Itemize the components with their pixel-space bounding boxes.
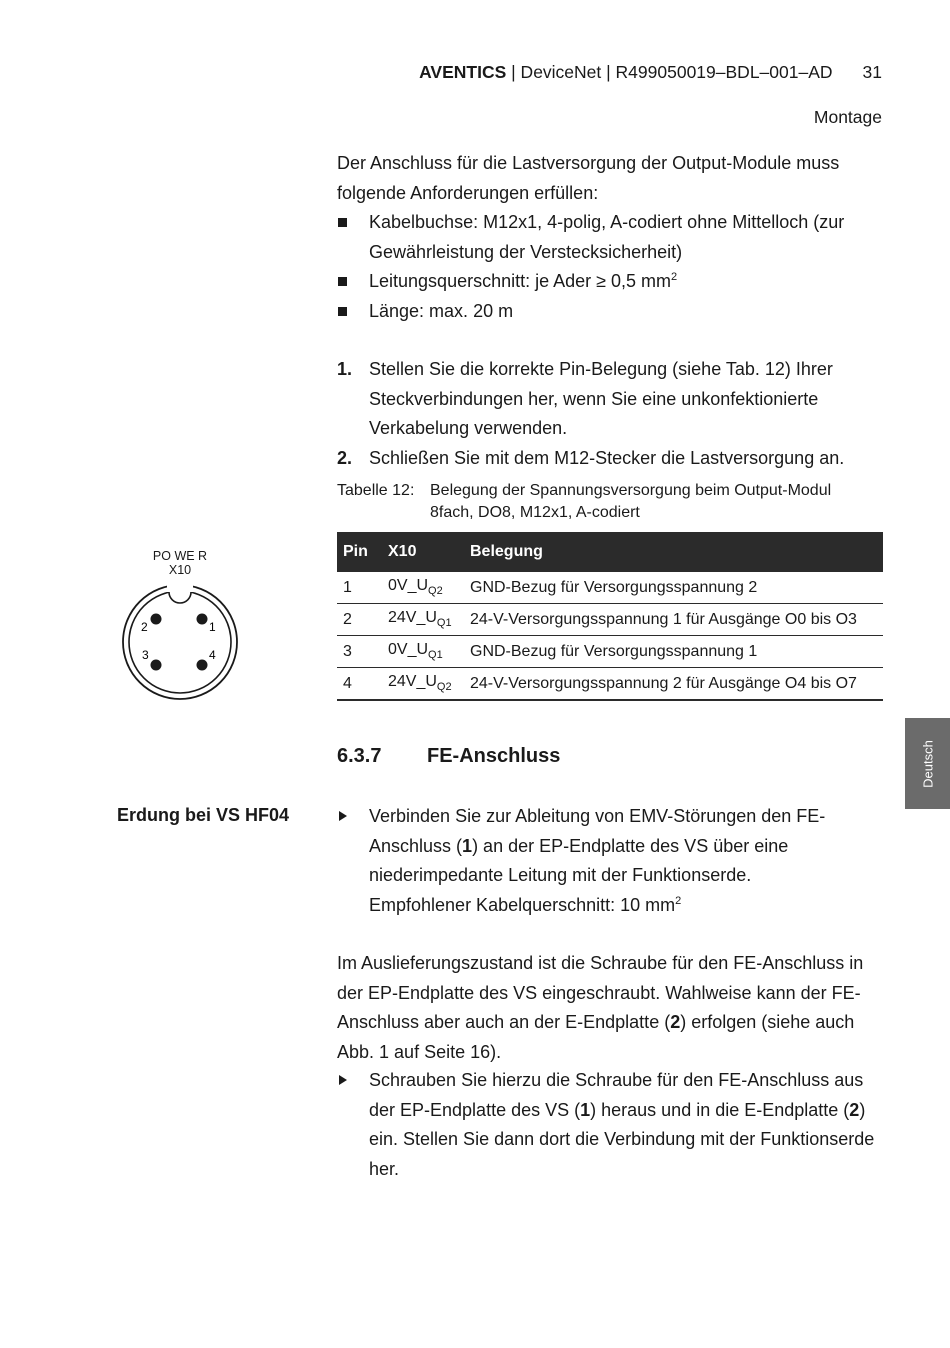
page-number: 31 (862, 62, 882, 82)
table-caption: Tabelle 12: Belegung der Spannungsversorgung beim Output-Modul 8fach, DO8, M12x1, A-codiert (337, 482, 832, 521)
list-item: 2. Schließen Sie mit dem M12-Stecker die Lastversorgung an. (337, 447, 845, 468)
header-brand: AVENTICS (419, 62, 507, 82)
fe-instruction-2 (337, 1066, 885, 1184)
table-row: 3 $0V\_U_{Q1}$ GND-Bezug für Versorgungsspannung 1 (337, 636, 883, 668)
list-item: Länge: max. 20 m (337, 297, 885, 327)
section-name: Montage (813, 107, 882, 127)
list-item: Schrauben Sie hierzu die Schraube für den FE-Anschluss aus der EP-Endplatte des VS (1) heraus und in die E-Endplatte (2) ein. Stellen Sie dann dort die Verbindung mit der Funktionserde her. (337, 1066, 885, 1184)
fe-paragraph: Im Auslieferungszustand ist die Schraube für den FE-Anschluss in der EP-Endplatte des VS eingeschraubt. Wahlweise kann der FE-Anschluss aber auch an der E-Endplatte (2) erfolgen (siehe auch Abb. 1 auf Seite 16). (337, 953, 864, 1062)
pin-dot (197, 660, 208, 671)
running-header (419, 62, 882, 83)
language-tab (905, 718, 950, 809)
pin-label: 4 (209, 648, 216, 662)
pin-dot (151, 614, 162, 625)
section-number: 6.3.7 (337, 745, 382, 767)
pin-label: 3 (142, 648, 149, 662)
section-heading (337, 745, 560, 768)
table-row: 1 $0V\_U_{Q2}$ GND-Bezug für Versorgungsspannung 2 (337, 572, 883, 604)
list-item: Verbinden Sie zur Ableitung von EMV-Störungen den FE-Anschluss (1) an der EP-Endplatte des VS über eine niederimpedante Leitung mit der Funktionserde. Empfohlener Kabelquerschnitt: 10 $mm^2$ (337, 802, 885, 920)
steps-list (337, 355, 885, 473)
fe-instruction-1 (337, 802, 885, 920)
language-tab-label: Deutsch (920, 739, 935, 788)
caption-label: Tabelle 12: (337, 482, 415, 499)
pin-dot (151, 660, 162, 671)
list-item: Kabelbuchse: M12x1, 4-polig, A-codiert ohne Mittelloch (zur Gewährleistung der Verstecksicherheit) (337, 208, 885, 267)
table-row: 2 $24V\_U_{Q1}$ 24-V-Versorgungsspannung 1 für Ausgänge O0 bis O3 (337, 604, 883, 636)
pin-assignment-table (337, 532, 883, 701)
requirements-list (337, 208, 885, 326)
column-header: Belegung (464, 532, 883, 572)
column-header: X10 (382, 532, 464, 572)
pin-dot (197, 614, 208, 625)
column-header: Pin (337, 532, 382, 572)
intro-text: Der Anschluss für die Lastversorgung der Output-Module muss folgende Anforderungen erfüllen: (337, 153, 840, 203)
arrow-bullet-icon (339, 811, 347, 821)
margin-label: Erdung bei VS HF04 (117, 805, 290, 825)
pin-label: 1 (209, 620, 216, 634)
m12-connector-diagram (118, 580, 242, 704)
arrow-bullet-icon (339, 1075, 347, 1085)
square-bullet-icon (338, 307, 347, 316)
table-row: 4 $24V\_U_{Q2}$ 24-V-Versorgungsspannung 2 für Ausgänge O4 bis O7 (337, 668, 883, 701)
steps-block (337, 355, 885, 473)
pin-label: 2 (141, 620, 148, 634)
connector-label: PO WE R X10 (152, 549, 208, 577)
section-title: FE-Anschluss (427, 745, 561, 767)
list-item: Leitungsquerschnitt: je Ader ≥ 0,5 $mm^2$ (337, 267, 885, 297)
intro-block (337, 149, 885, 326)
table-header-row (337, 532, 883, 572)
square-bullet-icon (338, 277, 347, 286)
header-doc-id: | DeviceNet | R499050019–BDL–001–AD (506, 62, 833, 82)
square-bullet-icon (338, 218, 347, 227)
list-item: 1. Stellen Sie die korrekte Pin-Belegung (siehe Tab. 12) Ihrer Steckverbindungen her, wenn Sie eine unkonfektionierte Verkabelung verwenden. (337, 359, 833, 438)
